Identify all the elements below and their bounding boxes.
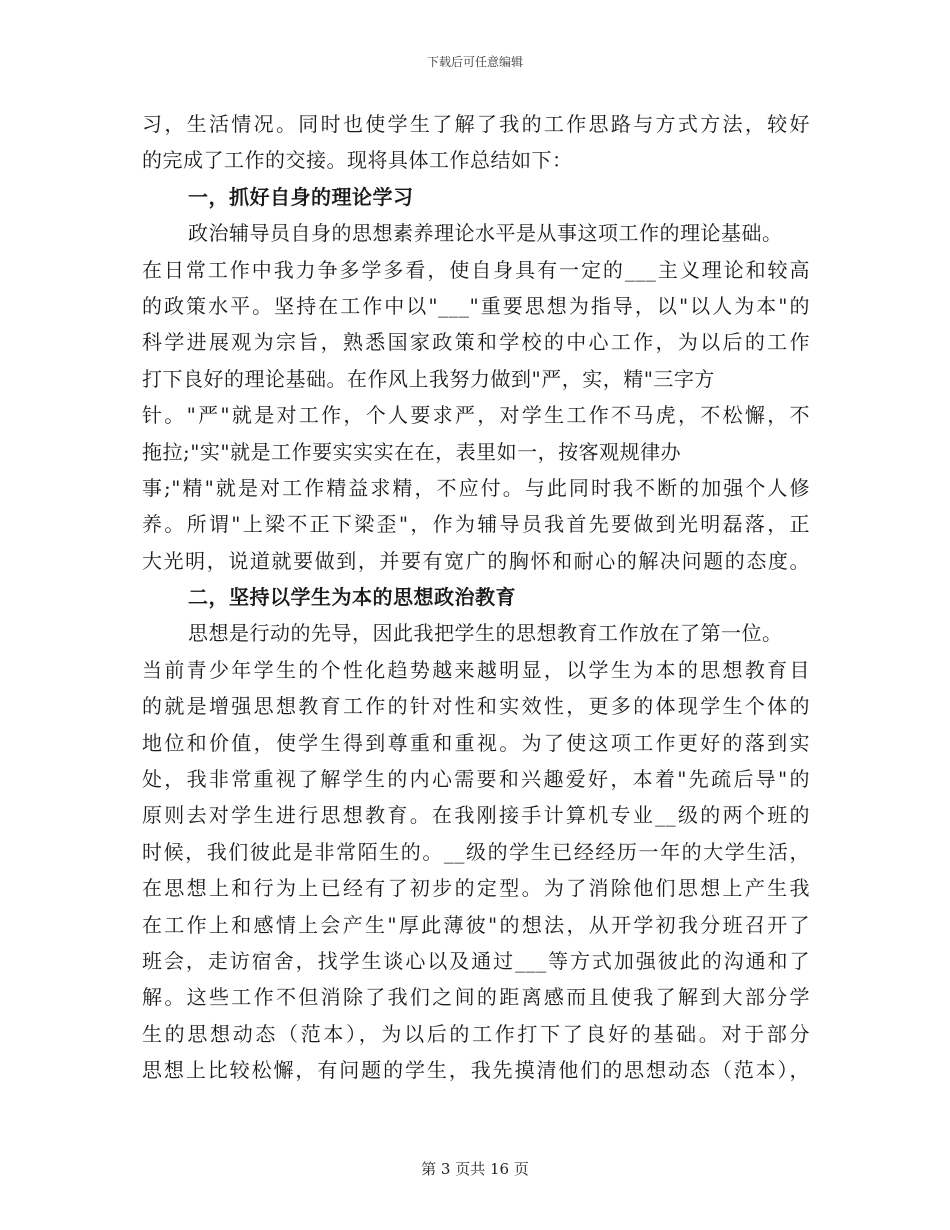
document-body [142,106,810,1089]
text-line: 养。所谓"上梁不正下梁歪"，作为辅导员我首先要做到光明磊落，正 [142,512,810,537]
text-line: 的就是增强思想教育工作的针对性和实效性，更多的体现学生个体的 [142,694,810,719]
text-line: 习，生活情况。同时也使学生了解了我的工作思路与方式方法，较好 [142,112,810,136]
text-line: 在思想上和行为上已经有了初步的定型。为了消除他们思想上产生我 [142,876,810,901]
text-line: 班会，走访宿舍，找学生谈心以及通过___等方式加强彼此的沟通和了 [142,948,810,973]
text-line: 当前青少年学生的个性化趋势越来越明显，以学生为本的思想教育目 [142,657,810,682]
text-line: 在日常工作中我力争多学多看，使自身具有一定的___主义理论和较高 [142,257,810,282]
text-line: 打下良好的理论基础。在作风上我努力做到"严，实，精"三字方 [142,366,715,391]
text-line: 在工作上和感情上会产生"厚此薄彼"的想法，从开学初我分班召开了 [142,912,810,937]
text-line: 地位和价值，使学生得到尊重和重视。为了使这项工作更好的落到实 [142,730,810,755]
text-line: 原则去对学生进行思想教育。在我刚接手计算机专业__级的两个班的 [142,803,810,828]
text-line: 时候，我们彼此是非常陌生的。__级的学生已经经历一年的大学生活， [142,839,810,864]
text-line: 拖拉;"实"就是工作要实实实在在，表里如一，按客观规律办 [142,439,682,464]
text-line: 大光明，说道就要做到，并要有宽广的胸怀和耐心的解决问题的态度。 [142,548,810,573]
page-number: 第 3 页共 16 页 [421,1160,529,1178]
page-header: 下载后可任意编辑 [426,55,523,69]
text-line: 生的思想动态（范本），为以后的工作打下了良好的基础。对于部分 [142,1021,810,1046]
section-heading: 二，坚持以学生为本的思想政治教育 [188,585,516,610]
text-line: 针。"严"就是对工作，个人要求严，对学生工作不马虎，不松懈，不 [142,403,810,428]
section-heading: 一，抓好自身的理论学习 [188,184,414,209]
text-line: 的完成了工作的交接。现将具体工作总结如下： [142,148,573,173]
text-line: 的政策水平。坚持在工作中以"___"重要思想为指导，以"以人为本"的 [142,293,810,318]
text-line: 处，我非常重视了解学生的内心需要和兴趣爱好，本着"先疏后导"的 [142,767,810,792]
text-line: 思想是行动的先导，因此我把学生的思想教育工作放在了第一位。 [188,621,783,646]
text-line: 事;"精"就是对工作精益求精，不应付。与此同时我不断的加强个人修 [142,475,810,500]
text-line: 思想上比较松懈，有问题的学生，我先摸清他们的思想动态（范本）， [142,1058,810,1083]
text-line: 政治辅导员自身的思想素养理论水平是从事这项工作的理论基础。 [188,221,783,246]
text-line: 科学进展观为宗旨，熟悉国家政策和学校的中心工作，为以后的工作 [142,330,810,355]
text-line: 解。这些工作不但消除了我们之间的距离感而且使我了解到大部分学 [142,985,810,1010]
